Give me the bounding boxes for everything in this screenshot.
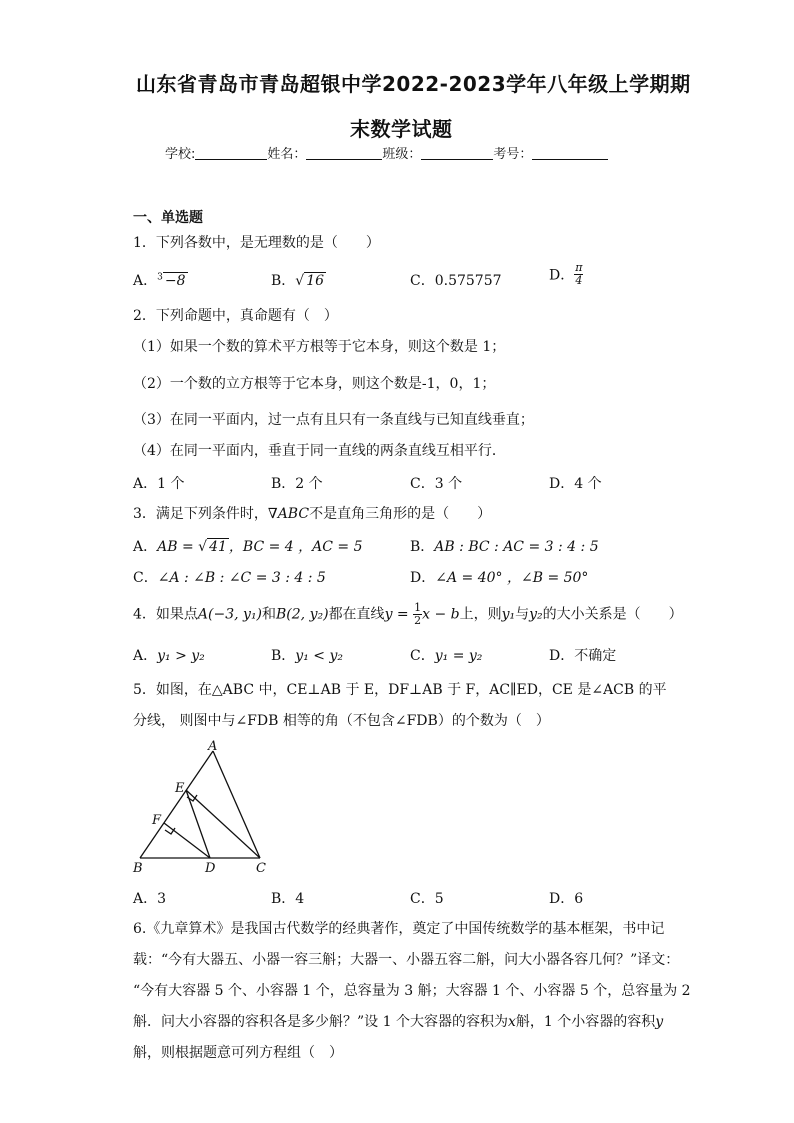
q6-line1: 6.《九章算术》是我国古代数学的经典著作，奠定了中国传统数学的基本框架，书中记 <box>133 921 665 937</box>
name-blank[interactable] <box>306 145 382 160</box>
q5-stem-line1: 5．如图，在△ABC 中，CE⊥AB 于 E，DF⊥AB 于 F，AC∥ED，CE 是∠ACB 的平 <box>133 682 667 698</box>
label-c: C <box>256 861 266 876</box>
class-blank[interactable] <box>421 145 493 160</box>
q4-option-c[interactable]: C．y₁ = y₂ <box>410 648 483 664</box>
q3-option-b[interactable]: B．AB : BC : AC = 3 : 4 : 5 <box>410 539 599 555</box>
q2-option-a[interactable]: A．1 个 <box>133 476 185 492</box>
number-blank[interactable] <box>532 145 608 160</box>
label-b: B <box>133 861 143 876</box>
q2-option-c[interactable]: C．3 个 <box>410 476 463 492</box>
q5-option-c[interactable]: C．5 <box>410 891 444 907</box>
q4-option-a[interactable]: A．y₁ > y₂ <box>133 648 205 664</box>
q5-stem-line2: 分线， 则图中与∠FDB 相等的角（不包含∠FDB）的个数为（ ） <box>133 713 550 729</box>
q1-option-b[interactable]: B．√ 16 <box>271 273 325 289</box>
page-title-line2: 末数学试题 <box>350 117 453 141</box>
q6-line5: 斛，则根据题意可列方程组（ ） <box>133 1045 343 1061</box>
square-root: 16 <box>306 273 325 289</box>
q6-line2: 载：“今有大器五、小器一容三斛；大器一、小器五容二斛，问大小器各容几何？”译文： <box>133 952 680 968</box>
q2-option-d[interactable]: D．4 个 <box>549 476 602 492</box>
q3-option-a[interactable]: A．AB = √ 41 ，BC = 4 ，AC = 5 <box>133 539 363 555</box>
q3-option-d[interactable]: D．∠A = 40° ，∠B = 50° <box>410 570 589 586</box>
page-title-line1: 山东省青岛市青岛超银中学2022-2023学年八年级上学期期 <box>136 72 691 96</box>
triangle-figure <box>128 738 278 878</box>
cube-root: −8 <box>164 273 186 289</box>
school-blank[interactable] <box>195 145 267 160</box>
student-info-line <box>165 145 608 164</box>
q2-statement-3: （3）在同一平面内，过一点有且只有一条直线与已知直线垂直； <box>133 412 534 428</box>
q4-option-d[interactable]: D．不确定 <box>549 648 617 664</box>
q3-stem: 3．满足下列条件时，∇ABC不是直角三角形的是（ ） <box>133 506 492 522</box>
label-f: F <box>152 813 162 828</box>
class-label: 班级： <box>382 147 422 162</box>
right-angle-mark-f <box>165 828 175 834</box>
pi-over-4-fraction: $\frac{\pi}{4}$ <box>575 261 583 287</box>
q5-option-a[interactable]: A．3 <box>133 891 167 907</box>
q6-line3: “今有大容器 5 个、小容器 1 个，总容量为 3 斛；大容器 1 个、小容器 5 个，总容量为 2 <box>133 983 691 999</box>
one-half-fraction: $\frac{1}{2}$ <box>414 601 422 627</box>
q1-stem: 1．下列各数中，是无理数的是（ ） <box>133 235 380 251</box>
q2-statement-1: （1）如果一个数的算术平方根等于它本身，则这个数是 1； <box>133 339 506 355</box>
q4-stem: 4．如果点A(−3, y₁)和B(2, y₂)都在直线y = $\frac{1}{2}$ x − b上，则y₁与y₂的大小关系是（ ） <box>133 601 683 627</box>
label-d: D <box>205 861 216 876</box>
q3-option-c[interactable]: C．∠A : ∠B : ∠C = 3 : 4 : 5 <box>133 570 326 586</box>
q6-line4: 斛．问大小容器的容积各是多少斛？”设 1 个大容器的容积为x斛，1 个小容器的容积y <box>133 1014 664 1030</box>
label-a: A <box>208 739 218 754</box>
q1-option-d[interactable]: D． $\frac{\pi}{4}$ <box>549 261 583 287</box>
section-heading: 一、单选题 <box>133 210 203 226</box>
q5-option-d[interactable]: D．6 <box>549 891 584 907</box>
q2-statement-2: （2）一个数的立方根等于它本身，则这个数是-1，0，1； <box>133 376 496 392</box>
q4-option-b[interactable]: B．y₁ < y₂ <box>271 648 343 664</box>
q2-statement-4: （4）在同一平面内，垂直于同一直线的两条直线互相平行． <box>133 443 506 459</box>
q1-option-c[interactable]: C．0.575757 <box>410 273 502 289</box>
name-label: 姓名： <box>267 147 307 162</box>
q2-stem: 2．下列命题中，真命题有（ ） <box>133 308 338 324</box>
label-e: E <box>175 781 185 796</box>
q2-option-b[interactable]: B．2 个 <box>271 476 323 492</box>
side-ac <box>213 751 260 858</box>
segment-df <box>164 823 210 858</box>
school-label: 学校: <box>165 147 196 162</box>
number-label: 考号： <box>493 147 533 162</box>
q5-option-b[interactable]: B．4 <box>271 891 305 907</box>
q1-option-a[interactable]: A．$^3$ −8 <box>133 272 186 289</box>
